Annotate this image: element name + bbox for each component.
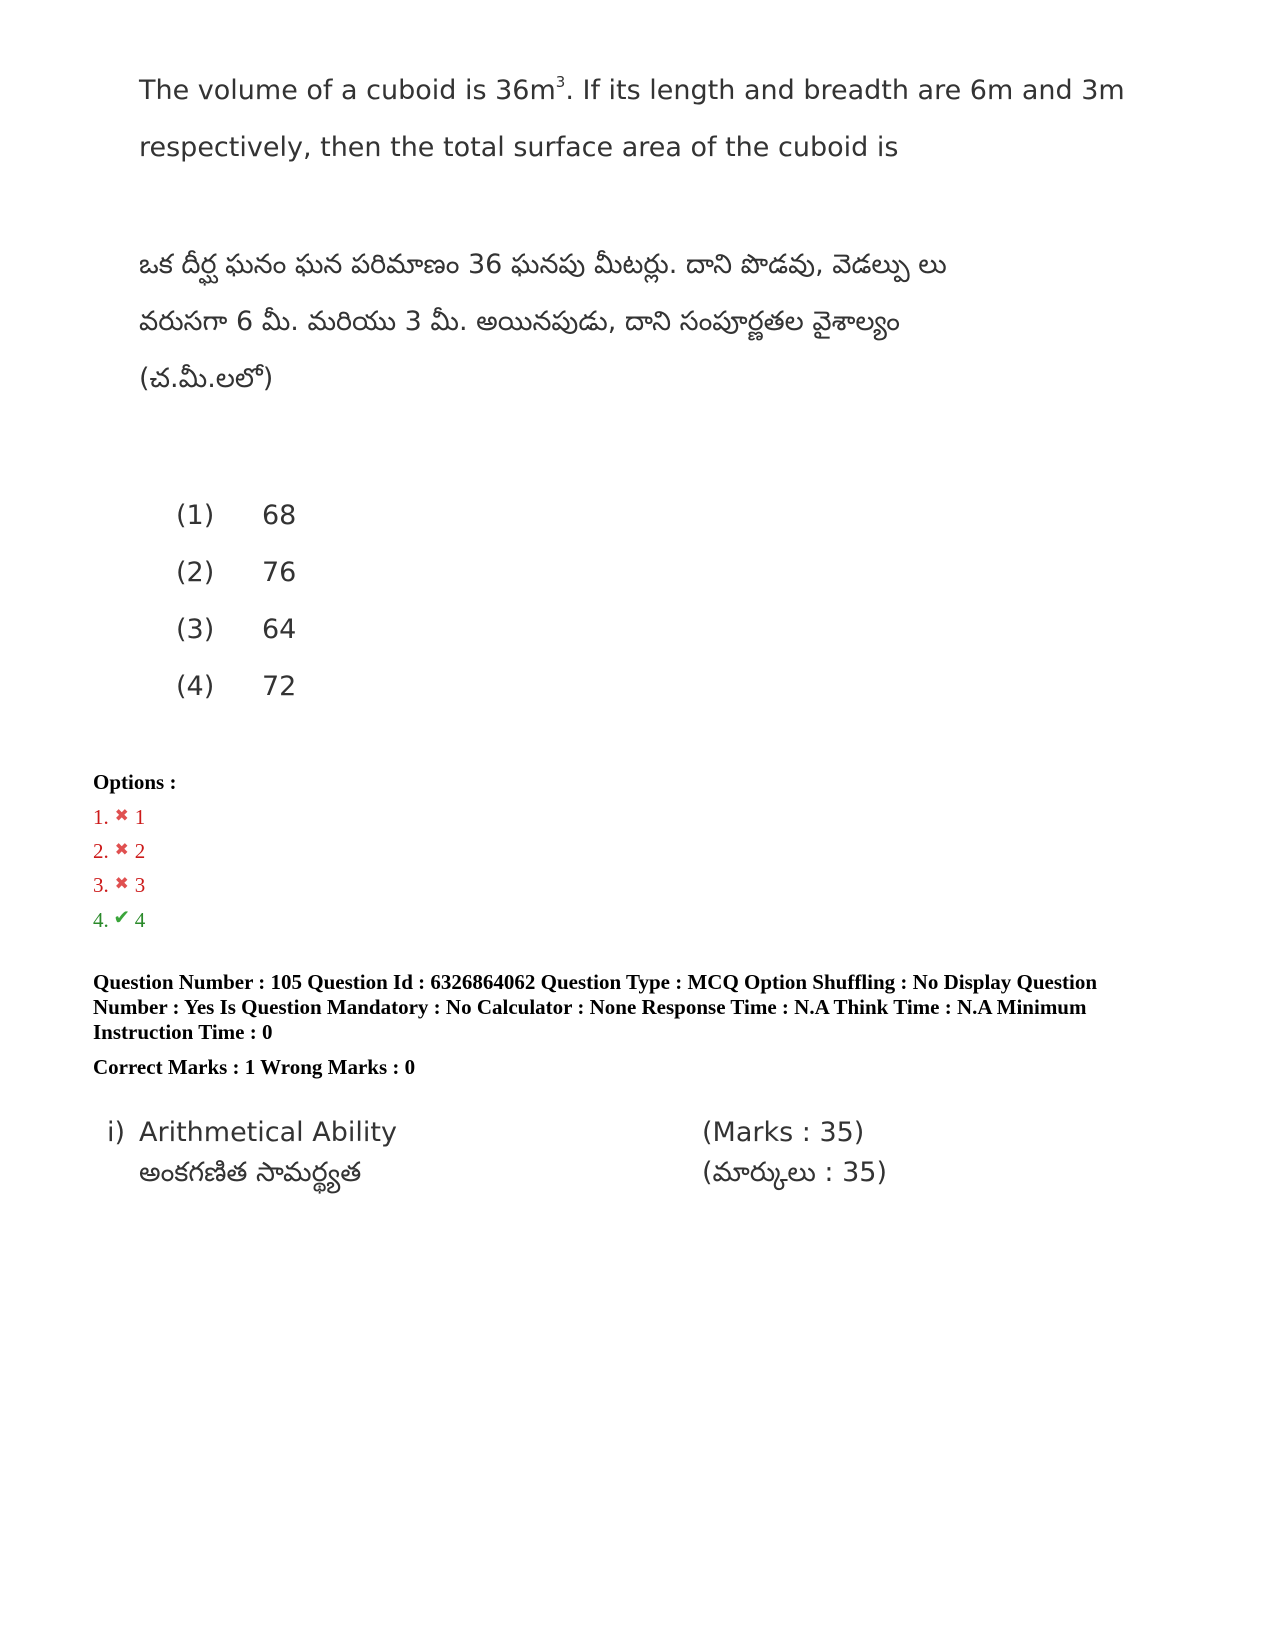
cross-icon: ✖ — [114, 874, 129, 893]
cross-icon: ✖ — [114, 806, 129, 825]
option-row — [93, 799, 176, 833]
section-title-telugu: అంకగణిత సామర్థ్యత — [139, 1157, 362, 1188]
options-list — [93, 766, 176, 935]
choice-number: (1) — [176, 500, 215, 531]
metadata-line-1: Question Number : 105 Question Id : 6326864062 Question Type : MCQ Option Shuffling : No Display Question — [93, 970, 1098, 994]
choice-item — [176, 601, 1099, 658]
section-header — [107, 1113, 1107, 1193]
option-index: 1. — [93, 805, 109, 829]
question-telugu — [139, 236, 1099, 407]
option-value: 2 — [134, 839, 146, 863]
check-icon: ✔ — [113, 907, 131, 929]
cross-icon: ✖ — [114, 840, 129, 859]
options-heading: Options : — [93, 770, 177, 794]
option-value: 3 — [134, 873, 146, 897]
option-row — [93, 901, 176, 935]
choice-value: 68 — [262, 500, 297, 531]
question-telugu-line-3: (చ.మీ.లలో) — [139, 363, 274, 394]
option-index: 2. — [93, 839, 109, 863]
metadata-line-2: Number : Yes Is Question Mandatory : No Calculator : None Response Time : N.A Think Time : N.A Minimum — [93, 995, 1087, 1019]
choice-number: (2) — [176, 557, 215, 588]
choice-value: 64 — [262, 614, 297, 645]
choice-number: (3) — [176, 614, 215, 645]
question-telugu-line-2: వరుసగా 6 మీ. మరియు 3 మీ. అయినపుడు, దాని సంపూర్ణతల వైశాల్యం — [139, 306, 900, 337]
section-index: i) — [107, 1117, 126, 1148]
choice-value: 72 — [262, 671, 297, 702]
choice-number: (4) — [176, 671, 215, 702]
question-telugu-line-1: ఒక దీర్ఘ ఘనం ఘన పరిమాణం 36 ఘనపు మీటర్లు. దాని పొడవు, వెడల్పు లు — [139, 249, 947, 280]
option-index: 4. — [93, 908, 109, 932]
superscript: 3 — [555, 73, 566, 91]
section-title-english: Arithmetical Ability — [139, 1117, 397, 1148]
question-block — [139, 62, 1125, 715]
section-marks-english: (Marks : 35) — [702, 1117, 865, 1148]
choice-item — [176, 544, 1099, 601]
choice-item — [176, 658, 1099, 715]
question-metadata — [93, 970, 1203, 1045]
option-index: 3. — [93, 873, 109, 897]
answer-choices — [176, 487, 1099, 715]
metadata-line-3: Instruction Time : 0 — [93, 1020, 273, 1044]
marks-info: Correct Marks : 1 Wrong Marks : 0 — [93, 1055, 416, 1079]
question-english-line-2: respectively, then the total surface area of the cuboid is — [139, 132, 899, 163]
option-value: 4 — [134, 908, 146, 932]
choice-value: 76 — [262, 557, 297, 588]
option-value: 1 — [134, 805, 146, 829]
section-marks-telugu: (మార్కులు : 35) — [702, 1157, 887, 1188]
option-row — [93, 833, 176, 867]
choice-item — [176, 487, 1099, 544]
option-row — [93, 867, 176, 901]
question-english-line-1: The volume of a cuboid is $36m^3$. If its length and breadth are 6m and 3m — [139, 73, 1125, 106]
